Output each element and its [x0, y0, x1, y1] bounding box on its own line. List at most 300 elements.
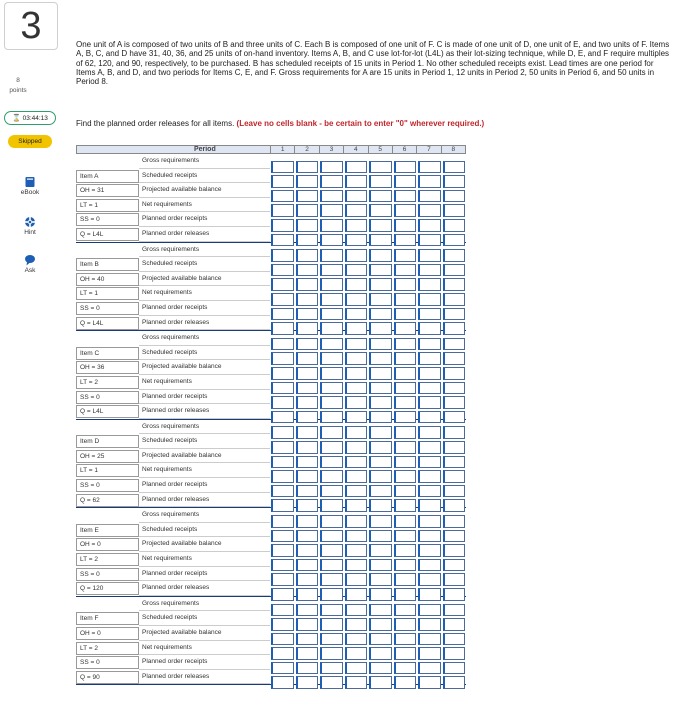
period-cell [295, 316, 320, 331]
period-cell [344, 360, 369, 375]
period-cell [368, 286, 393, 301]
table-row [76, 597, 466, 612]
period-cell [442, 272, 467, 287]
period-cell [344, 552, 369, 567]
period-cell [417, 212, 442, 227]
period-cell [393, 581, 418, 596]
table-row [76, 420, 466, 435]
period-cell [295, 375, 320, 390]
answer-input[interactable] [394, 676, 417, 689]
row-label: Projected available balance [139, 449, 270, 464]
period-cell [417, 420, 442, 435]
period-cell [319, 420, 344, 435]
period-cell [319, 169, 344, 184]
period-cell [442, 597, 467, 612]
row-label: Net requirements [139, 198, 270, 213]
on-hand: OH = 40 [76, 273, 139, 286]
safety-stock: SS = 0 [76, 391, 139, 404]
period-cell [295, 641, 320, 656]
period-cell [393, 243, 418, 258]
period-cell [442, 611, 467, 626]
period-cell [319, 463, 344, 478]
period-cell [393, 552, 418, 567]
period-cell [295, 154, 320, 169]
row-label: Scheduled receipts [139, 611, 270, 626]
period-cell [393, 183, 418, 198]
period-cell [270, 375, 295, 390]
period-cell [319, 183, 344, 198]
period-cell [270, 227, 295, 242]
period-cell [344, 537, 369, 552]
period-cell [368, 641, 393, 656]
period-cell [270, 626, 295, 641]
period-number: 6 [392, 146, 416, 153]
period-cell [417, 493, 442, 508]
period-cell [270, 198, 295, 213]
item-block [76, 597, 466, 686]
on-hand: OH = 31 [76, 184, 139, 197]
table-row [76, 449, 466, 464]
period-cell [344, 243, 369, 258]
speech-bubble-icon [24, 254, 36, 266]
lead-time: LT = 2 [76, 376, 139, 389]
table-row [76, 198, 466, 213]
period-cell [270, 478, 295, 493]
answer-input[interactable] [320, 676, 343, 689]
hourglass-icon: ⌛ [12, 115, 21, 122]
period-cell [393, 257, 418, 272]
period-cell [368, 552, 393, 567]
period-cell [442, 360, 467, 375]
period-cell [368, 420, 393, 435]
period-cell [344, 183, 369, 198]
period-cell [368, 523, 393, 538]
period-cell [295, 493, 320, 508]
table-row [76, 581, 466, 596]
period-cell [417, 434, 442, 449]
period-cell [319, 286, 344, 301]
row-label: Projected available balance [139, 272, 270, 287]
period-cell [295, 301, 320, 316]
period-cell [319, 301, 344, 316]
table-row [76, 169, 466, 184]
period-cell [393, 478, 418, 493]
item-block [76, 420, 466, 509]
period-cell [270, 641, 295, 656]
period-cell [368, 331, 393, 346]
period-cell [417, 537, 442, 552]
blank-cell [76, 508, 139, 523]
row-label: Planned order receipts [139, 301, 270, 316]
period-cell [344, 404, 369, 419]
period-cell [319, 493, 344, 508]
table-row [76, 463, 466, 478]
period-cell [368, 227, 393, 242]
row-label: Gross requirements [139, 597, 270, 612]
period-cell [319, 670, 344, 685]
period-cell [295, 257, 320, 272]
period-cell [344, 375, 369, 390]
period-cell [295, 331, 320, 346]
problem-text: One unit of A is composed of two units of B and three units of C. Each B is composed of one unit of F. C is made of one unit of D, one unit of E, and two units of F. Items A, B, C, and D have 31, 40, 36, and 25 units of on-hand inventory. Items A, B, and C use lot-for-lot (L4L) as their lot-sizing technique, while D, E, and F require multiples of 62, 120, and 90, respectively, to be purchased. B has scheduled receipts of 15 units in Period 1. No other scheduled receipts exist. Lead times are one period for Items A, B, and D, and two periods for Items C, E, and F. Gross requirements for A are 15 units in Period 1, 12 units in Period 2, 50 units in Period 6, and 50 units in Period 8. [76, 40, 670, 87]
lot-size: Q = L4L [76, 228, 139, 241]
period-cell [344, 420, 369, 435]
period-number: 8 [441, 146, 465, 153]
period-cell [393, 523, 418, 538]
period-cell [270, 346, 295, 361]
on-hand: OH = 0 [76, 538, 139, 551]
row-label: Gross requirements [139, 243, 270, 258]
period-cell [295, 346, 320, 361]
period-cell [295, 243, 320, 258]
period-number: 2 [294, 146, 318, 153]
period-cell [319, 641, 344, 656]
table-row [76, 523, 466, 538]
period-cell [270, 154, 295, 169]
row-label: Net requirements [139, 552, 270, 567]
period-cell [344, 641, 369, 656]
period-cell [417, 169, 442, 184]
period-cell [393, 597, 418, 612]
blank-cell [76, 243, 139, 258]
row-label: Scheduled receipts [139, 523, 270, 538]
period-cell [319, 346, 344, 361]
row-label: Planned order receipts [139, 567, 270, 582]
period-cell [368, 537, 393, 552]
period-cell [417, 346, 442, 361]
period-cell [417, 154, 442, 169]
lead-time: LT = 1 [76, 464, 139, 477]
table-header [76, 145, 466, 154]
period-cell [270, 449, 295, 464]
table-row [76, 552, 466, 567]
row-label: Planned order receipts [139, 390, 270, 405]
period-cell [417, 404, 442, 419]
period-cell [295, 478, 320, 493]
period-cell [417, 198, 442, 213]
period-cell [270, 434, 295, 449]
period-cell [442, 169, 467, 184]
lead-time: LT = 1 [76, 287, 139, 300]
item-block [76, 331, 466, 420]
period-cell [417, 478, 442, 493]
ask-label: Ask [24, 267, 36, 274]
period-cell [442, 493, 467, 508]
period-cell [393, 404, 418, 419]
period-cell [393, 154, 418, 169]
period-cell [344, 523, 369, 538]
period-cell [442, 331, 467, 346]
period-cell [368, 626, 393, 641]
period-cell [295, 286, 320, 301]
period-cell [270, 463, 295, 478]
period-cell [319, 375, 344, 390]
row-label: Net requirements [139, 463, 270, 478]
ebook-button[interactable] [4, 176, 56, 196]
table-row [76, 611, 466, 626]
period-cell [417, 552, 442, 567]
period-cell [442, 552, 467, 567]
on-hand: OH = 0 [76, 627, 139, 640]
period-cell [270, 286, 295, 301]
period-cell [344, 449, 369, 464]
period-cell [319, 227, 344, 242]
period-cell [368, 655, 393, 670]
table-row [76, 655, 466, 670]
period-cell [295, 434, 320, 449]
period-cell [368, 346, 393, 361]
period-cell [295, 523, 320, 538]
period-cell [270, 420, 295, 435]
period-number: 7 [416, 146, 440, 153]
period-cell [319, 434, 344, 449]
lot-size: Q = L4L [76, 317, 139, 330]
safety-stock: SS = 0 [76, 213, 139, 226]
period-cell [295, 404, 320, 419]
item-name: Item E [76, 524, 139, 537]
period-cell [393, 449, 418, 464]
period-cell [368, 434, 393, 449]
table-row [76, 404, 466, 419]
period-cell [442, 523, 467, 538]
period-cell [393, 227, 418, 242]
period-cell [319, 404, 344, 419]
period-cell [344, 597, 369, 612]
period-cell [417, 360, 442, 375]
instruction [76, 119, 672, 129]
period-cell [344, 478, 369, 493]
row-label: Planned order releases [139, 670, 270, 685]
period-cell [417, 331, 442, 346]
period-cell [319, 360, 344, 375]
period-cell [368, 198, 393, 213]
period-cell [344, 198, 369, 213]
period-cell [368, 493, 393, 508]
period-cell [319, 581, 344, 596]
row-label: Planned order receipts [139, 212, 270, 227]
hint-button[interactable] [4, 216, 56, 236]
period-cell [270, 257, 295, 272]
period-cell [417, 611, 442, 626]
on-hand: OH = 36 [76, 361, 139, 374]
period-cell [270, 508, 295, 523]
period-cell [344, 257, 369, 272]
ask-button[interactable] [4, 254, 56, 274]
timer [4, 111, 56, 125]
period-cell [368, 670, 393, 685]
points-label: points [9, 87, 27, 94]
period-cell [344, 626, 369, 641]
instruction-warning: (Leave no cells blank - be certain to enter "0" wherever required.) [236, 119, 485, 128]
timer-value: 03:44:13 [22, 115, 48, 122]
period-cell [295, 655, 320, 670]
period-cell [417, 655, 442, 670]
period-cell [417, 301, 442, 316]
period-cell [393, 567, 418, 582]
row-label: Scheduled receipts [139, 346, 270, 361]
item-name: Item F [76, 612, 139, 625]
period-cell [417, 463, 442, 478]
table-row [76, 375, 466, 390]
ebook-label: eBook [20, 189, 40, 196]
period-cell [417, 243, 442, 258]
period-cell [295, 463, 320, 478]
period-cell [319, 272, 344, 287]
safety-stock: SS = 0 [76, 568, 139, 581]
period-cell [295, 169, 320, 184]
answer-input[interactable] [296, 676, 319, 689]
period-cell [393, 434, 418, 449]
period-cell [295, 390, 320, 405]
lifebuoy-icon [24, 216, 36, 228]
period-cell [295, 198, 320, 213]
period-cell [344, 567, 369, 582]
period-cell [368, 154, 393, 169]
period-cell [368, 611, 393, 626]
table-row [76, 331, 466, 346]
period-cell [319, 655, 344, 670]
lot-size: Q = 90 [76, 671, 139, 684]
period-cell [368, 360, 393, 375]
points-indicator [0, 76, 36, 96]
period-cell [442, 183, 467, 198]
period-cell [295, 552, 320, 567]
period-cell [295, 449, 320, 464]
period-number: 5 [368, 146, 392, 153]
period-cell [368, 212, 393, 227]
row-label: Gross requirements [139, 331, 270, 346]
item-name: Item A [76, 170, 139, 183]
item-block [76, 508, 466, 597]
lead-time: LT = 2 [76, 553, 139, 566]
question-number: 3 [4, 2, 58, 50]
answer-input[interactable] [418, 676, 441, 689]
period-cell [393, 198, 418, 213]
table-row [76, 641, 466, 656]
mrp-table [76, 145, 466, 685]
period-cell [319, 390, 344, 405]
instruction-text: Find the planned order releases for all items. [76, 119, 235, 128]
lot-size: Q = 120 [76, 582, 139, 595]
period-cell [442, 243, 467, 258]
period-cell [270, 301, 295, 316]
period-cell [295, 626, 320, 641]
period-cell [442, 316, 467, 331]
period-cell [368, 301, 393, 316]
blank-cell [76, 331, 139, 346]
period-cell [442, 463, 467, 478]
period-cell [442, 641, 467, 656]
period-cell [417, 641, 442, 656]
table-row [76, 626, 466, 641]
period-cell [417, 523, 442, 538]
period-cell [368, 183, 393, 198]
period-cell [295, 581, 320, 596]
period-cell [417, 183, 442, 198]
period-number: 3 [319, 146, 343, 153]
period-cell [270, 183, 295, 198]
row-label: Projected available balance [139, 626, 270, 641]
row-label: Planned order receipts [139, 478, 270, 493]
table-row [76, 272, 466, 287]
period-cell [442, 154, 467, 169]
period-cell [393, 641, 418, 656]
period-cell [344, 434, 369, 449]
period-cell [319, 316, 344, 331]
item-name: Item C [76, 347, 139, 360]
row-label: Planned order releases [139, 404, 270, 419]
answer-input[interactable] [271, 676, 294, 689]
answer-input[interactable] [443, 676, 466, 689]
period-cell [442, 478, 467, 493]
period-cell [442, 670, 467, 685]
period-cell [295, 611, 320, 626]
table-row [76, 478, 466, 493]
period-cell [270, 611, 295, 626]
period-cell [344, 493, 369, 508]
period-cell [393, 286, 418, 301]
period-cell [368, 390, 393, 405]
period-cell [368, 463, 393, 478]
table-row [76, 537, 466, 552]
item-block [76, 243, 466, 332]
period-cell [344, 390, 369, 405]
period-cell [368, 404, 393, 419]
period-cell [270, 169, 295, 184]
row-label: Gross requirements [139, 154, 270, 169]
period-cell [295, 212, 320, 227]
period-cell [393, 611, 418, 626]
period-cell [393, 463, 418, 478]
period-cell [270, 537, 295, 552]
row-label: Gross requirements [139, 420, 270, 435]
period-cell [344, 316, 369, 331]
period-cell [442, 434, 467, 449]
book-icon [24, 176, 36, 188]
item-name: Item B [76, 258, 139, 271]
lot-size: Q = 62 [76, 494, 139, 507]
period-cell [417, 449, 442, 464]
period-cell [393, 272, 418, 287]
period-cell [417, 626, 442, 641]
period-cell [417, 390, 442, 405]
period-cell [270, 316, 295, 331]
period-cell [344, 301, 369, 316]
period-cell [270, 360, 295, 375]
row-label: Net requirements [139, 286, 270, 301]
period-cell [344, 212, 369, 227]
table-row [76, 493, 466, 508]
period-cell [393, 420, 418, 435]
period-cell [368, 257, 393, 272]
table-row [76, 346, 466, 361]
period-cell [319, 523, 344, 538]
row-label: Planned order releases [139, 316, 270, 331]
period-cell [442, 390, 467, 405]
period-cell [319, 552, 344, 567]
period-cell [295, 670, 320, 685]
period-cell [270, 331, 295, 346]
table-row [76, 390, 466, 405]
period-cell [319, 508, 344, 523]
period-cell [270, 243, 295, 258]
period-cell [319, 597, 344, 612]
answer-input[interactable] [369, 676, 392, 689]
period-cell [270, 212, 295, 227]
on-hand: OH = 25 [76, 450, 139, 463]
answer-input[interactable] [345, 676, 368, 689]
period-cell [393, 212, 418, 227]
